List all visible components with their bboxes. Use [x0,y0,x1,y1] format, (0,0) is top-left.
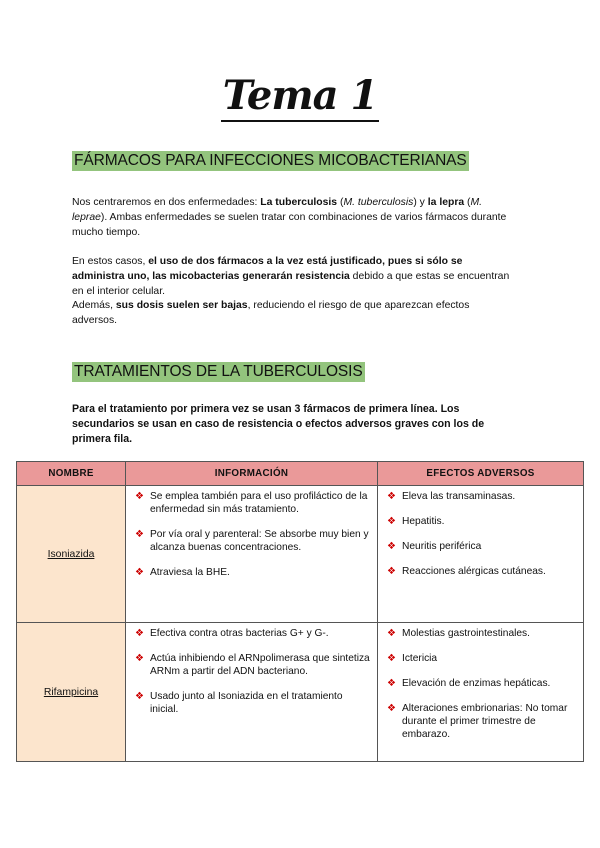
column-header-nombre: NOMBRE [17,462,126,486]
column-header-informacion: INFORMACIÓN [126,462,378,486]
list-item-text: Hepatitis. [402,516,445,527]
section-heading-tuberculosis: TRATAMIENTOS DE LA TUBERCULOSIS [74,363,363,380]
drug-info-cell [126,623,378,762]
diamond-bullet-icon: ❖ [387,491,396,502]
intro-paragraph [72,195,512,240]
list-item-text: Eleva las transaminasas. [402,491,516,502]
list-item [135,652,371,678]
list-item-text: Ictericia [402,653,438,664]
list-item [135,690,371,716]
section-heading-micobacterias: FÁRMACOS PARA INFECCIONES MICOBACTERIANAS [74,152,467,169]
list-item [387,565,577,578]
list-item-text: Reacciones alérgicas cutáneas. [402,566,546,577]
intro-tuberculosis: La tuberculosis [260,197,338,208]
list-item [135,528,371,554]
list-item [387,540,577,553]
diamond-bullet-icon: ❖ [387,653,396,664]
list-item-text: Por vía oral y parenteral: Se absorbe muy bien y alcanza buenas concentraciones. [150,529,369,553]
list-item-text: Alteraciones embrionarias: No tomar durante el primer trimestre de embarazo. [402,703,568,740]
list-item-text: Neuritis periférica [402,541,482,552]
list-item [387,515,577,528]
page-title: Tema 1 [221,74,380,122]
dosis-paragraph [72,298,512,328]
intro-lepra: la lepra [427,197,465,208]
paragraph-bold-text: el uso de dos fármacos a la vez está justificado, pues si sólo se administra uno, las micobacterias generarán resistencia [72,256,463,282]
diamond-bullet-icon: ❖ [387,566,396,577]
diamond-bullet-icon: ❖ [135,567,144,578]
info-list [126,486,377,579]
list-item [387,702,577,741]
drug-table [16,461,584,762]
list-item [387,627,577,640]
drug-name-isoniazida: Isoniazida [47,548,95,560]
intro-text: ( [337,197,344,208]
drug-info-cell [126,486,378,623]
info-list [126,623,377,716]
table-row [17,486,584,623]
list-item [387,490,577,503]
table-header-row [17,462,584,486]
diamond-bullet-icon: ❖ [387,628,396,639]
diamond-bullet-icon: ❖ [135,691,144,702]
treatment-intro-paragraph: Para el tratamiento por primera vez se usan 3 fármacos de primera línea. Los secundarios se usan en caso de resistencia o efectos adversos graves con los de primera fila. [72,403,485,445]
drug-name-cell [17,486,126,623]
page-title-wrap [0,74,600,122]
diamond-bullet-icon: ❖ [135,653,144,664]
list-item [135,566,371,579]
paragraph-text: , reduciendo el riesgo de que aparezcan efectos adversos. [72,300,470,326]
intro-text: ) y [413,197,428,208]
list-item-text: Actúa inhibiendo el ARNpolimerasa que sintetiza ARNm a partir del ADN bacteriano. [150,653,370,677]
drug-effects-cell [378,486,584,623]
intro-text: ). Ambas enfermedades se suelen tratar con combinaciones de varios fármacos durante mucho tiempo. [72,212,507,238]
diamond-bullet-icon: ❖ [387,516,396,527]
diamond-bullet-icon: ❖ [135,628,144,639]
list-item [135,490,371,516]
list-item-text: Elevación de enzimas hepáticas. [402,678,551,689]
diamond-bullet-icon: ❖ [387,703,396,714]
paragraph-bold-text: sus dosis suelen ser bajas [115,300,248,311]
list-item-text: Molestias gastrointestinales. [402,628,530,639]
diamond-bullet-icon: ❖ [135,491,144,502]
table-row [17,623,584,762]
combination-paragraph [72,254,512,299]
list-item [135,627,371,640]
paragraph-text: Además, [72,300,116,311]
list-item-text: Usado junto al Isoniazida en el tratamiento inicial. [150,691,343,715]
intro-text: Nos centraremos en dos enfermedades: [72,197,261,208]
effects-list [378,623,583,741]
intro-lepra-species: M. leprae [72,197,483,223]
drug-effects-cell [378,623,584,762]
list-item [387,677,577,690]
list-item-text: Efectiva contra otras bacterias G+ y G-. [150,628,329,639]
diamond-bullet-icon: ❖ [387,541,396,552]
drug-name-cell [17,623,126,762]
column-header-efectos: EFECTOS ADVERSOS [378,462,584,486]
intro-text: ( [464,197,471,208]
drug-name-rifampicina: Rifampicina [43,686,99,698]
intro-tuberculosis-species: M. tuberculosis [343,197,414,208]
paragraph-text: debido a que estas se encuentran en el interior celular. [72,271,510,297]
list-item-text: Se emplea también para el uso profiláctico de la enfermedad sin más tratamiento. [150,491,368,515]
list-item [387,652,577,665]
list-item-text: Atraviesa la BHE. [150,567,230,578]
diamond-bullet-icon: ❖ [387,678,396,689]
effects-list [378,486,583,578]
paragraph-text: En estos casos, [72,256,149,267]
diamond-bullet-icon: ❖ [135,529,144,540]
